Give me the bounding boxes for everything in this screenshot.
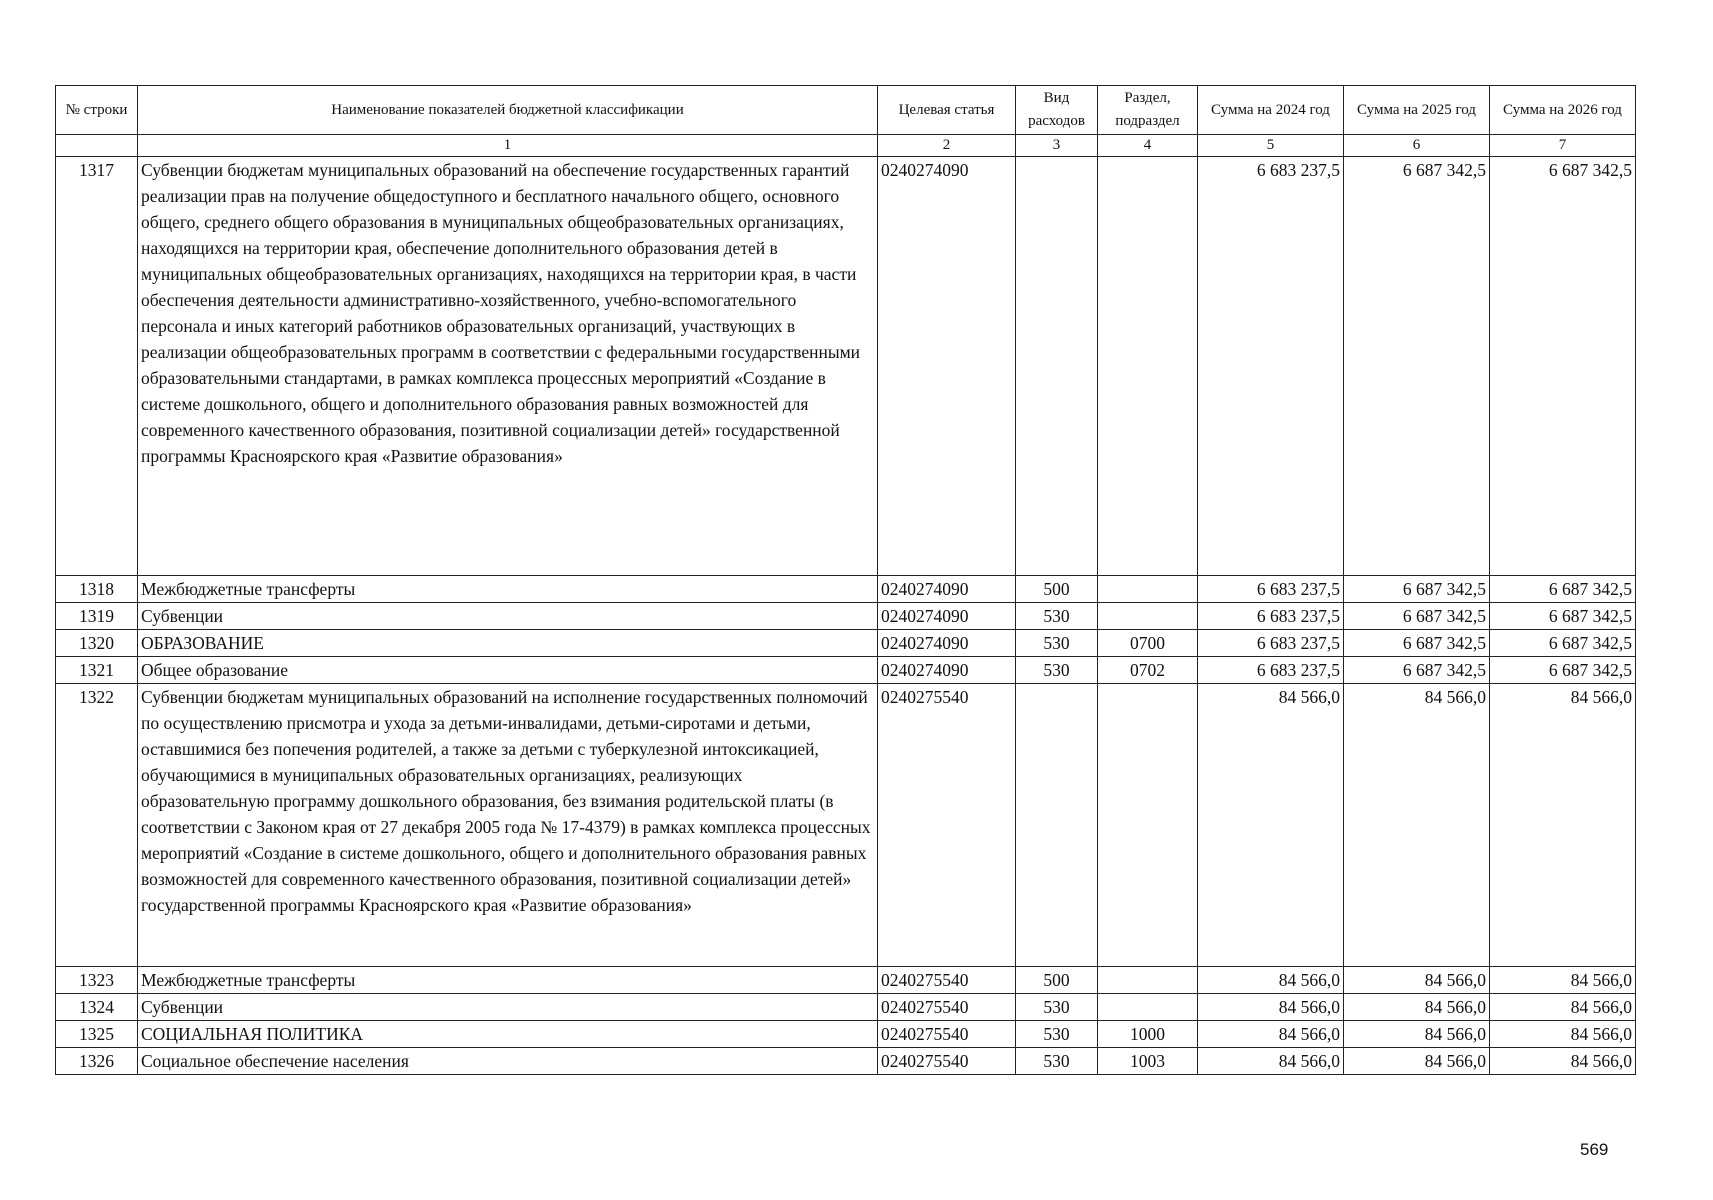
row-sum-2024: 84 566,0 [1198, 994, 1344, 1021]
row-expense-type [1016, 684, 1098, 967]
row-target: 0240275540 [878, 994, 1016, 1021]
header-sum-2025: Сумма на 2025 год [1344, 86, 1490, 135]
row-target: 0240275540 [878, 967, 1016, 994]
row-sum-2025: 6 687 342,5 [1344, 576, 1490, 603]
row-sum-2024: 84 566,0 [1198, 967, 1344, 994]
header-sum-2024: Сумма на 2024 год [1198, 86, 1344, 135]
row-target: 0240274090 [878, 630, 1016, 657]
row-name: Субвенции [138, 603, 878, 630]
row-sum-2025: 6 687 342,5 [1344, 603, 1490, 630]
table-row [56, 576, 1636, 603]
column-number: 2 [878, 135, 1016, 157]
row-number: 1325 [56, 1021, 138, 1048]
row-section [1098, 684, 1198, 967]
row-sum-2025: 84 566,0 [1344, 684, 1490, 967]
row-sum-2026: 6 687 342,5 [1490, 603, 1636, 630]
row-expense-type: 530 [1016, 630, 1098, 657]
row-number: 1323 [56, 967, 138, 994]
row-name: Межбюджетные трансферты [138, 967, 878, 994]
row-sum-2024: 6 683 237,5 [1198, 576, 1344, 603]
row-section: 1000 [1098, 1021, 1198, 1048]
row-name: Субвенции бюджетам муниципальных образований на обеспечение государственных гарантий реализации прав на получение общедоступного и бесплатного начального общего, основного общего, среднего общего образования в муниципальных общеобразовательных организациях, находящихся на территории края, обеспечение дополнительного образования детей в муниципальных общеобразовательных организациях, находящихся на территории края, в части обеспечения деятельности административно-хозяйственного, учебно-вспомогательного персонала и иных категорий работников образовательных организаций, участвующих в реализации общеобразовательных программ в соответствии с федеральными государственными образовательными стандартами, в рамках комплекса процессных мероприятий «Создание в системе дошкольного, общего и дополнительного образования равных возможностей для современного качественного образования, позитивной социализации детей» государственной программы Красноярского края «Развитие образования» [138, 157, 878, 576]
row-number: 1317 [56, 157, 138, 576]
table-row [56, 994, 1636, 1021]
table-row [56, 157, 1636, 576]
row-sum-2026: 6 687 342,5 [1490, 576, 1636, 603]
column-number: 1 [138, 135, 878, 157]
row-sum-2025: 6 687 342,5 [1344, 630, 1490, 657]
row-name: Субвенции бюджетам муниципальных образований на исполнение государственных полномочий по осуществлению присмотра и ухода за детьми-инвалидами, детьми-сиротами и детьми, оставшимися без попечения родителей, а также за детьми с туберкулезной интоксикацией, обучающимися в муниципальных образовательных организациях, реализующих образовательную программу дошкольного образования, без взимания родительской платы (в соответствии с Законом края от 27 декабря 2005 года № 17-4379) в рамках комплекса процессных мероприятий «Создание в системе дошкольного, общего и дополнительного образования равных возможностей для современного качественного образования, позитивной социализации детей» государственной программы Красноярского края «Развитие образования» [138, 684, 878, 967]
row-number: 1318 [56, 576, 138, 603]
header-section: Раздел, подраздел [1098, 86, 1198, 135]
row-target: 0240274090 [878, 157, 1016, 576]
row-number: 1321 [56, 657, 138, 684]
row-expense-type: 500 [1016, 576, 1098, 603]
row-name: Межбюджетные трансферты [138, 576, 878, 603]
row-sum-2024: 84 566,0 [1198, 684, 1344, 967]
row-section [1098, 967, 1198, 994]
row-sum-2025: 6 687 342,5 [1344, 157, 1490, 576]
row-section [1098, 576, 1198, 603]
row-sum-2025: 84 566,0 [1344, 967, 1490, 994]
row-sum-2025: 84 566,0 [1344, 994, 1490, 1021]
row-name: Социальное обеспечение населения [138, 1048, 878, 1075]
row-sum-2024: 6 683 237,5 [1198, 630, 1344, 657]
row-expense-type: 530 [1016, 657, 1098, 684]
column-number: 4 [1098, 135, 1198, 157]
header-name: Наименование показателей бюджетной классификации [138, 86, 878, 135]
page-number: 569 [1580, 1140, 1609, 1159]
row-number: 1322 [56, 684, 138, 967]
column-number [56, 135, 138, 157]
row-sum-2025: 6 687 342,5 [1344, 657, 1490, 684]
table-row [56, 603, 1636, 630]
row-section [1098, 157, 1198, 576]
row-sum-2026: 6 687 342,5 [1490, 157, 1636, 576]
row-sum-2026: 84 566,0 [1490, 684, 1636, 967]
row-sum-2026: 6 687 342,5 [1490, 657, 1636, 684]
header-target: Целевая статья [878, 86, 1016, 135]
row-sum-2026: 6 687 342,5 [1490, 630, 1636, 657]
budget-table [55, 85, 1636, 1075]
row-section: 1003 [1098, 1048, 1198, 1075]
header-row [56, 86, 1636, 135]
row-target: 0240275540 [878, 684, 1016, 967]
row-sum-2026: 84 566,0 [1490, 1048, 1636, 1075]
row-name: СОЦИАЛЬНАЯ ПОЛИТИКА [138, 1021, 878, 1048]
row-sum-2026: 84 566,0 [1490, 994, 1636, 1021]
header-row-no: № строки [56, 86, 138, 135]
row-section [1098, 603, 1198, 630]
row-sum-2024: 6 683 237,5 [1198, 157, 1344, 576]
table-row [56, 684, 1636, 967]
row-sum-2024: 6 683 237,5 [1198, 603, 1344, 630]
row-target: 0240274090 [878, 576, 1016, 603]
row-sum-2024: 6 683 237,5 [1198, 657, 1344, 684]
row-expense-type: 530 [1016, 603, 1098, 630]
table-row [56, 630, 1636, 657]
table-row [56, 967, 1636, 994]
row-section [1098, 994, 1198, 1021]
column-number: 3 [1016, 135, 1098, 157]
row-sum-2024: 84 566,0 [1198, 1048, 1344, 1075]
row-sum-2025: 84 566,0 [1344, 1021, 1490, 1048]
column-number-row [56, 135, 1636, 157]
table-row [56, 1021, 1636, 1048]
table-row [56, 657, 1636, 684]
row-section: 0700 [1098, 630, 1198, 657]
row-expense-type: 530 [1016, 1048, 1098, 1075]
row-sum-2026: 84 566,0 [1490, 967, 1636, 994]
row-name: Субвенции [138, 994, 878, 1021]
header-sum-2026: Сумма на 2026 год [1490, 86, 1636, 135]
row-number: 1324 [56, 994, 138, 1021]
row-expense-type: 530 [1016, 994, 1098, 1021]
row-name: ОБРАЗОВАНИЕ [138, 630, 878, 657]
row-expense-type: 530 [1016, 1021, 1098, 1048]
row-number: 1319 [56, 603, 138, 630]
row-target: 0240275540 [878, 1021, 1016, 1048]
column-number: 6 [1344, 135, 1490, 157]
row-section: 0702 [1098, 657, 1198, 684]
row-target: 0240274090 [878, 657, 1016, 684]
row-target: 0240274090 [878, 603, 1016, 630]
column-number: 7 [1490, 135, 1636, 157]
column-number: 5 [1198, 135, 1344, 157]
header-expense-type: Вид расходов [1016, 86, 1098, 135]
row-number: 1320 [56, 630, 138, 657]
row-sum-2024: 84 566,0 [1198, 1021, 1344, 1048]
row-sum-2026: 84 566,0 [1490, 1021, 1636, 1048]
row-sum-2025: 84 566,0 [1344, 1048, 1490, 1075]
row-expense-type [1016, 157, 1098, 576]
row-expense-type: 500 [1016, 967, 1098, 994]
row-number: 1326 [56, 1048, 138, 1075]
table-row [56, 1048, 1636, 1075]
row-name: Общее образование [138, 657, 878, 684]
row-target: 0240275540 [878, 1048, 1016, 1075]
